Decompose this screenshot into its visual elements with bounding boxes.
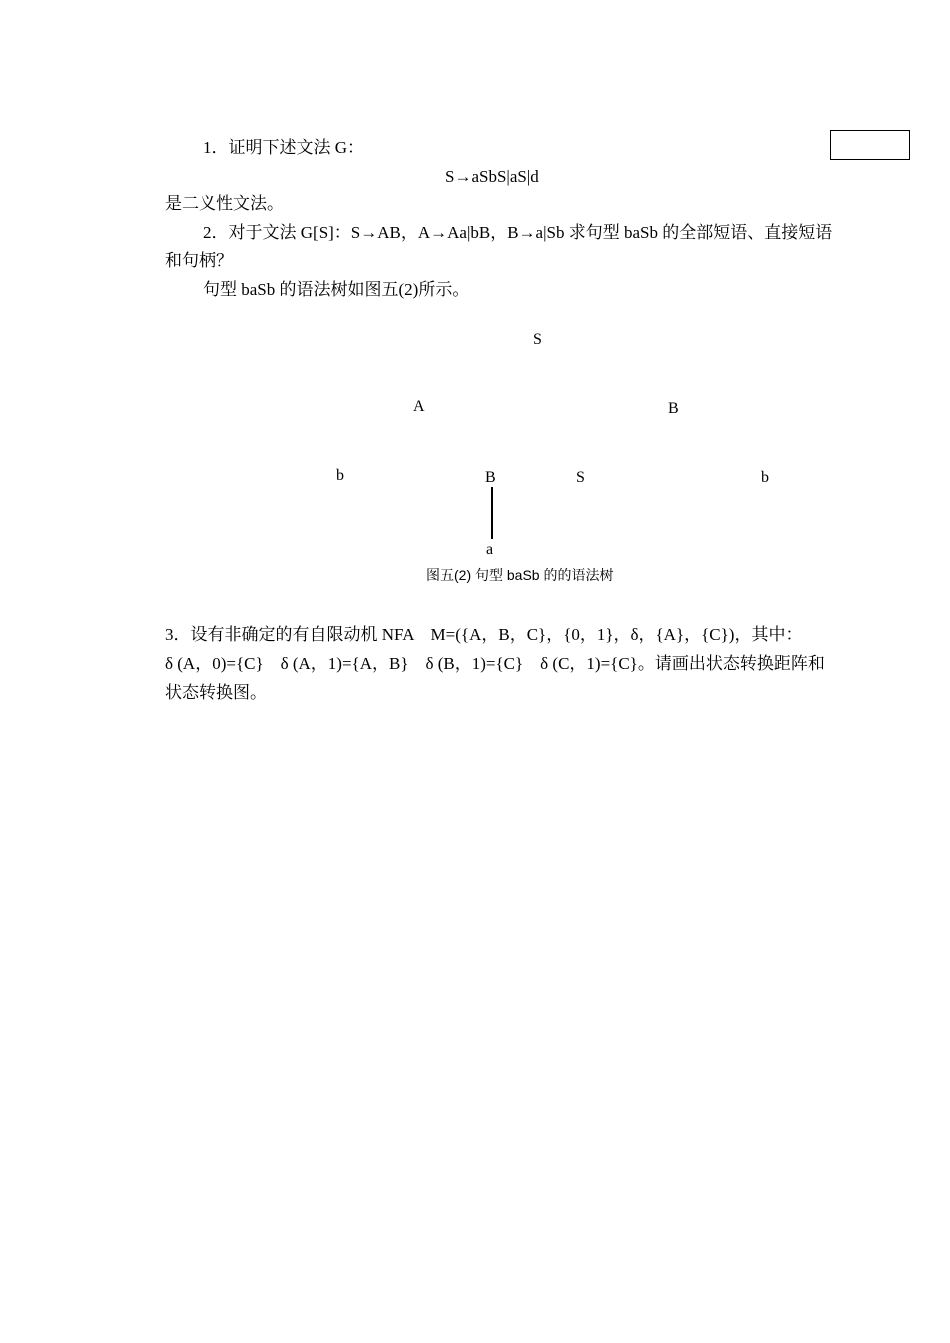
tree-node-b-leaf-right: b <box>761 469 769 486</box>
tree-node-b-mid: B <box>485 469 496 486</box>
tree-node-root-s: S <box>533 331 542 348</box>
tree-node-a: A <box>413 398 425 415</box>
tree-caption: 图五(2) 句型 baSb 的的语法树 <box>426 567 614 583</box>
tree-node-b-right: B <box>668 400 679 417</box>
q2-line1: 2．对于文法 G[S]：S→AB，A→Aa|bB，B→a|Sb 求句型 baSb 的全部短语、直接短语 <box>203 223 833 242</box>
q1-title: 1．证明下述文法 G： <box>203 138 365 157</box>
tree-node-s-mid: S <box>576 469 585 486</box>
tree-node-a-leaf: a <box>486 541 494 558</box>
q1-conclusion: 是二义性文法。 <box>165 194 284 213</box>
q3-line2: δ (A，0)={C} δ (A，1)={A，B} δ (B，1)={C} δ (C，1)={C}。请画出状态转换距阵和 <box>165 654 825 673</box>
q3-line3: 状态转换图。 <box>165 683 267 702</box>
q3-line1: 3．设有非确定的有自限动机 NFA M=({A，B，C}，{0，1}，δ，{A}，{C})，其中： <box>165 625 803 644</box>
q2-line3: 句型 baSb 的语法树如图五(2)所示。 <box>203 280 470 299</box>
tree-edge-b-to-a <box>491 487 493 539</box>
tree-node-b-leaf-left: b <box>336 467 344 484</box>
score-box <box>830 130 910 160</box>
q2-line2: 和句柄？ <box>165 251 233 270</box>
q1-grammar: S→aSbS|aS|d <box>445 167 539 186</box>
